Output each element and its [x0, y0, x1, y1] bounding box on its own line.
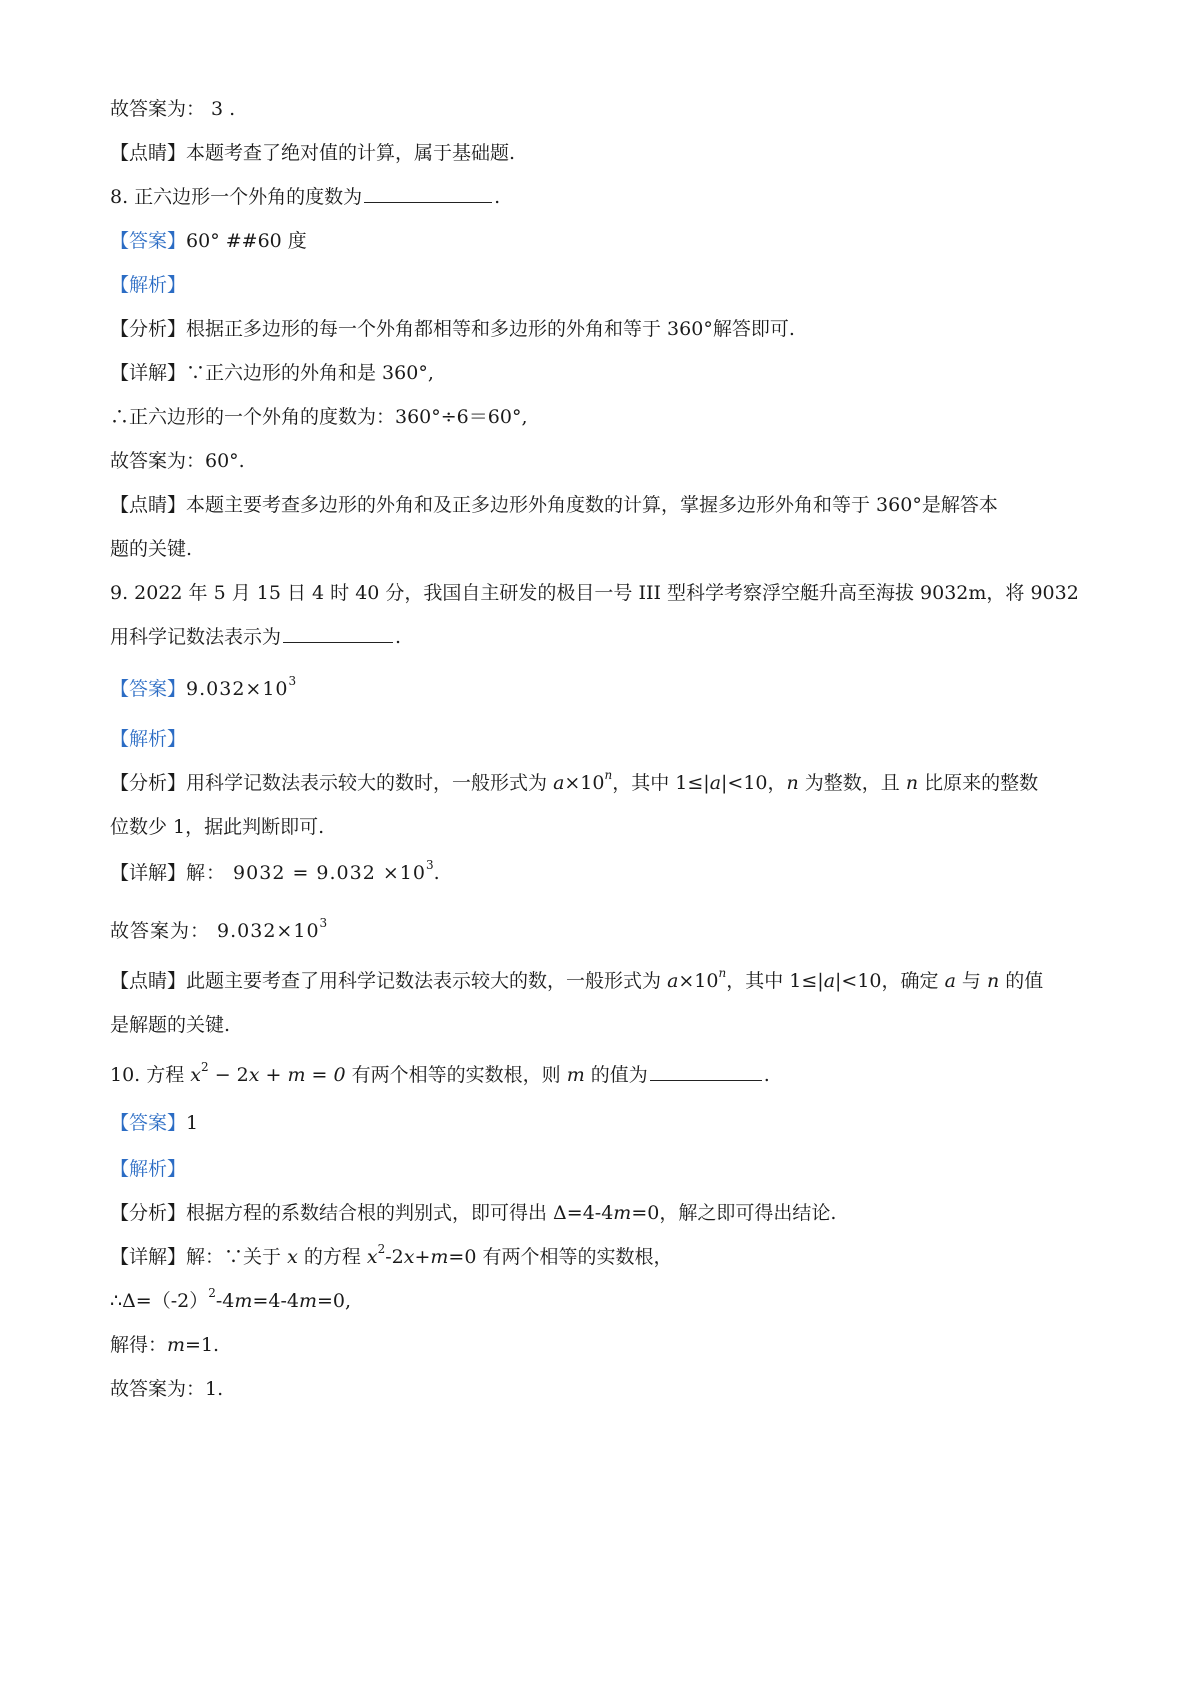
- final-answer-10: [110, 1376, 223, 1402]
- solution-label: 【详解】: [110, 1246, 187, 1268]
- text: ×10: [678, 970, 719, 992]
- solution-label: 【详解】: [110, 862, 187, 884]
- text: .: [494, 186, 501, 208]
- text: − 2: [208, 1064, 249, 1086]
- analysis-heading-9: [110, 726, 186, 752]
- analysis-label: 【分析】: [110, 318, 187, 340]
- answer-text: 9.032×10: [186, 678, 289, 700]
- analysis-10: [110, 1200, 836, 1226]
- text: =0，解之即可得出结论.: [631, 1202, 837, 1224]
- text: 故答案为： 9.032×10: [110, 920, 320, 942]
- comment-tag: 【点睛】: [110, 970, 187, 992]
- analysis-8: [110, 316, 795, 342]
- text: -2: [385, 1246, 404, 1268]
- text: 有两个相等的实数根，则: [345, 1064, 567, 1086]
- solution-step-8: [110, 404, 528, 430]
- text: 与: [955, 970, 987, 992]
- text: =4-4: [252, 1290, 299, 1312]
- final-answer-8: [110, 448, 245, 474]
- question-text: 10. 方程: [110, 1064, 191, 1086]
- question-10: [110, 1059, 770, 1088]
- text: 解：∵关于: [186, 1246, 288, 1268]
- variable: m: [287, 1064, 306, 1086]
- variable: a: [667, 970, 679, 992]
- text: =0 有两个相等的实数根，: [448, 1246, 673, 1268]
- question-text: 用科学记数法表示为: [110, 626, 282, 648]
- text: .: [763, 1064, 770, 1086]
- answer-8: [110, 228, 307, 254]
- variable: m: [234, 1290, 253, 1312]
- text: 根据正多边形的每一个外角都相等和多边形的外角和等于 360°解答即可.: [186, 318, 795, 340]
- text: 本题考查了绝对值的计算，属于基础题.: [186, 142, 516, 164]
- answer-10: [110, 1110, 198, 1136]
- answer-blank: [364, 184, 492, 203]
- text: ∵正六边形的外角和是 360°,: [186, 362, 434, 384]
- text: 的值为: [584, 1064, 648, 1086]
- text: ，其中 1≤|: [612, 772, 710, 794]
- text: 此题主要考查了用科学记数法表示较大的数，一般形式为: [186, 970, 668, 992]
- question-text: 9. 2022 年 5 月 15 日 4 时 40 分，我国自主研发的极目一号 III 型科学考察浮空艇升高至海拔 9032m，将 9032: [110, 582, 1079, 604]
- text: 位数少 1，据此判断即可.: [110, 816, 325, 838]
- exponent: 2: [377, 1241, 386, 1256]
- text: ，其中 1≤|: [726, 970, 824, 992]
- comment-tag: 【点睛】: [110, 142, 187, 164]
- text: 是解题的关键.: [110, 1014, 231, 1036]
- solution-9: [110, 857, 440, 886]
- exponent: 3: [319, 915, 328, 930]
- comment-8-cont: [110, 536, 192, 562]
- text: 的值: [999, 970, 1044, 992]
- text: =0,: [317, 1290, 352, 1312]
- answer-text: 60° ##60 度: [186, 230, 307, 252]
- text: ∴正六边形的一个外角的度数为：360°÷6＝60°,: [110, 406, 528, 428]
- solution-step-10: [110, 1285, 352, 1314]
- text: |<10，确定: [835, 970, 945, 992]
- analysis-tag: 【解析】: [110, 728, 187, 750]
- text: 为整数，且: [798, 772, 906, 794]
- text: 的方程: [297, 1246, 367, 1268]
- exponent: n: [718, 965, 727, 980]
- exponent: 2: [201, 1059, 209, 1074]
- variable: x: [248, 1064, 260, 1086]
- text: .: [433, 862, 440, 884]
- variable: m: [167, 1334, 186, 1356]
- exponent: 3: [288, 673, 297, 688]
- answer-blank: [283, 624, 393, 643]
- text: +: [259, 1064, 288, 1086]
- text: 用科学记数法表示较大的数时，一般形式为: [186, 772, 554, 794]
- variable: a: [823, 970, 836, 992]
- text: +: [414, 1246, 431, 1268]
- comment-8: [110, 492, 998, 518]
- text: 题的关键.: [110, 538, 193, 560]
- question-text: 8. 正六边形一个外角的度数为: [110, 186, 363, 208]
- variable: n: [986, 970, 1000, 992]
- answer-line: [110, 96, 235, 122]
- analysis-heading-8: [110, 272, 186, 298]
- variable: x: [287, 1246, 298, 1268]
- variable: m: [298, 1290, 317, 1312]
- question-9: [110, 580, 1079, 606]
- text: 比原来的整数: [918, 772, 1039, 794]
- result-10: [110, 1332, 219, 1358]
- text: ∴Δ=（-2）: [110, 1290, 209, 1312]
- variable: m: [566, 1064, 585, 1086]
- variable: m: [613, 1202, 632, 1224]
- variable: a: [709, 772, 722, 794]
- exponent: 2: [208, 1285, 216, 1300]
- text: -4: [215, 1290, 235, 1312]
- final-answer-9: [110, 915, 328, 944]
- answer-tag: 【答案】: [110, 230, 187, 252]
- analysis-heading-10: [110, 1156, 186, 1182]
- variable: m: [430, 1246, 449, 1268]
- variable: a: [553, 772, 565, 794]
- analysis-9-cont: [110, 814, 324, 840]
- text: 解： 9032 = 9.032 ×10: [186, 862, 426, 884]
- text: 根据方程的系数结合根的判别式，即可得出 Δ=4-4: [186, 1202, 614, 1224]
- variable: a: [944, 970, 956, 992]
- variable: n: [786, 772, 799, 794]
- analysis-label: 【分析】: [110, 772, 187, 794]
- solution-10: [110, 1241, 673, 1270]
- variable: x: [366, 1246, 378, 1268]
- comment-tag: 【点睛】: [110, 494, 187, 516]
- text: 故答案为： 3 .: [110, 98, 236, 120]
- exponent: n: [604, 767, 613, 782]
- answer-tag: 【答案】: [110, 1112, 187, 1134]
- comment-9-cont: [110, 1012, 230, 1038]
- question-8: [110, 184, 500, 210]
- exponent: 3: [425, 857, 434, 872]
- text: 本题主要考查多边形的外角和及正多边形外角度数的计算，掌握多边形外角和等于 360°是解答本: [186, 494, 998, 516]
- answer-tag: 【答案】: [110, 678, 187, 700]
- text: =: [305, 1064, 334, 1086]
- variable: x: [403, 1246, 415, 1268]
- question-9-cont: [110, 624, 401, 650]
- answer-9: [110, 673, 297, 702]
- text: ×10: [564, 772, 605, 794]
- answer-blank: [650, 1062, 762, 1081]
- text: |<10，: [721, 772, 787, 794]
- text: 故答案为：1.: [110, 1378, 224, 1400]
- solution-label: 【详解】: [110, 362, 187, 384]
- analysis-9: [110, 767, 1039, 796]
- comment-9: [110, 965, 1044, 994]
- analysis-tag: 【解析】: [110, 1158, 187, 1180]
- text: .: [395, 626, 402, 648]
- solution-8: [110, 360, 434, 386]
- text: =1.: [185, 1334, 220, 1356]
- text: 0: [333, 1064, 346, 1086]
- text: 故答案为：60°.: [110, 450, 245, 472]
- variable: x: [190, 1064, 202, 1086]
- analysis-label: 【分析】: [110, 1202, 187, 1224]
- analysis-tag: 【解析】: [110, 274, 187, 296]
- answer-text: 1: [186, 1112, 199, 1134]
- variable: n: [905, 772, 919, 794]
- text: 解得：: [110, 1334, 168, 1356]
- comment-line: [110, 140, 515, 166]
